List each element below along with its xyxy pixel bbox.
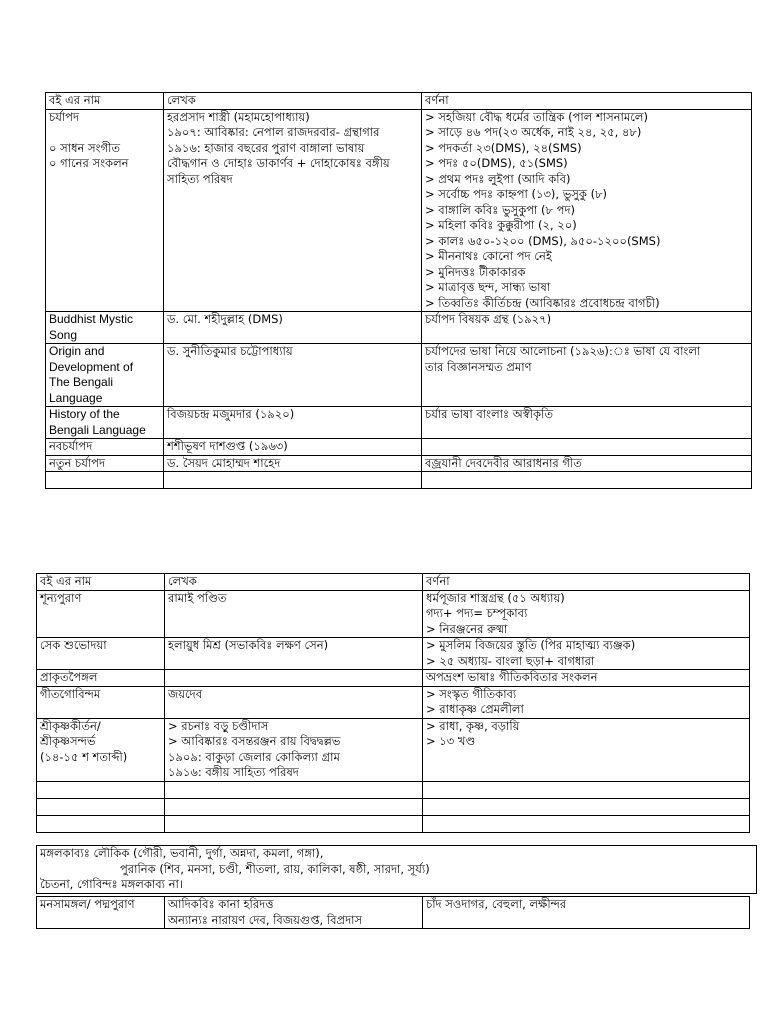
cell-line: শশীভূষণ দাশগুপ্ত (১৯৬৩)	[167, 439, 288, 453]
medieval-books-table	[36, 573, 750, 833]
cell-line	[426, 799, 746, 815]
cell-line: ধর্মপূজার শাস্ত্রগ্রন্থ (৫১ অধ্যায়)	[426, 590, 565, 605]
charyapad-table	[45, 92, 752, 489]
cell-line: > মাত্রাবৃত্ত ছন্দ, সান্ধ্য ভাষা	[425, 280, 551, 294]
t1-body	[46, 93, 752, 489]
cell-line	[49, 472, 160, 488]
cell-line: ০ সাধন সংগীত	[49, 140, 121, 155]
cell-line: চর্যার ভাষা বাংলাঃ অস্বীকৃতি	[425, 407, 553, 421]
cell-line	[426, 816, 746, 832]
table-cell	[46, 407, 164, 439]
cell-line: সেক শুভোদয়া	[40, 638, 107, 652]
cell-line	[168, 782, 419, 798]
table-cell	[165, 798, 423, 815]
cell-line: > মীননাথঃ কোনো পদ নেই	[425, 249, 552, 263]
table-cell	[422, 407, 752, 439]
cell-line	[425, 439, 748, 455]
cell-line: প্রাকৃতপৈঙ্গল	[40, 670, 98, 684]
cell-line: মনসামঙ্গল/ পদ্মপুরাণ	[40, 897, 135, 911]
table-cell	[37, 781, 165, 798]
cell-line: ১৯০৯: বাকুড়া জেলার কোকিল্যা গ্রাম	[168, 749, 340, 764]
cell-line: > পদকর্তা ২৩(DMS), ২৪(SMS)	[425, 140, 582, 155]
table-cell	[422, 455, 752, 472]
cell-line: > তিব্বতিঃ কীর্তিচন্দ্র (আবিষ্কারঃ প্রবোধচন্দ্র বাগচী)	[425, 295, 660, 310]
cell-line: > সংস্কৃত গীতিকাব্য	[426, 686, 517, 701]
cell-line: History of the	[49, 407, 120, 421]
cell-line: > মুনিদত্তঃ টীকাকারক	[425, 264, 526, 279]
table-cell	[165, 670, 423, 687]
cell-line: ১৯০৭: আবিষ্কার: নেপাল রাজদরবার- গ্রন্থাগার	[167, 125, 380, 139]
cell-line	[49, 125, 160, 141]
cell-line: বজ্রযানী দেবদেবীর আরাধনার গীত	[425, 455, 582, 470]
mangal-line-2: পুরানিক (শিব, মনসা, চণ্ডী, শীতলা, রায়, কালিকা, ষষ্ঠী, সারদা, সূর্য্য)	[120, 861, 430, 876]
column-header: বই এর নাম	[46, 93, 164, 110]
cell-line	[168, 816, 419, 832]
table-cell	[165, 897, 423, 929]
cell-line: > সহজিয়া বৌদ্ধ ধর্মের তান্ত্রিক (পাল শাসনামলে)	[425, 109, 648, 124]
mangal-cell	[37, 846, 757, 894]
table-cell	[37, 815, 165, 832]
table-row	[46, 407, 752, 439]
table-cell	[423, 590, 750, 638]
cell-line: চর্যাপদ	[49, 109, 80, 124]
cell-line: ড. সুনীতিকুমার চট্টোপাধ্যায়	[167, 344, 293, 358]
table-cell	[165, 590, 423, 638]
t2-body	[37, 574, 750, 833]
table-cell	[164, 439, 422, 456]
table-cell	[423, 638, 750, 670]
t4-body	[37, 897, 750, 929]
table-cell	[422, 344, 752, 407]
cell-line: বৌদ্ধগান ও দোহাঃ ডাকার্ণব + দোহাকোষঃ বঙ্গীয়	[167, 156, 390, 170]
cell-line: Bengali Language	[49, 422, 146, 437]
table-cell	[164, 344, 422, 407]
cell-line: নবচর্যাপদ	[49, 439, 93, 453]
table-row	[37, 718, 750, 781]
table-cell	[37, 638, 165, 670]
cell-line: > প্রথম পদঃ লুইপা (আদি কবি)	[425, 171, 571, 186]
table-cell	[165, 815, 423, 832]
cell-line: জয়দেব	[168, 686, 203, 701]
cell-line: > আবিষ্কারঃ বসন্তরঞ্জন রায় বিদ্বদ্বল্লভ	[168, 734, 341, 748]
table-cell	[423, 781, 750, 798]
table-row	[37, 638, 750, 670]
table-cell	[46, 109, 164, 312]
cell-line: অপভ্রংশ ভাষাঃ গীতিকবিতার সংকলন	[426, 670, 598, 684]
cell-line: তার বিজ্ঞানসম্মত প্রমাণ	[425, 359, 532, 374]
cell-line: Origin and	[49, 344, 105, 358]
table-cell	[164, 312, 422, 344]
cell-line: > মুসলিম বিজয়ের স্তুতি (পির মাহাত্ম্য ব্যঞ্জক)	[426, 638, 636, 652]
table-cell	[46, 439, 164, 456]
cell-line: ড. সৈয়দ মোহাম্মদ শাহেদ	[167, 455, 281, 470]
cell-line: (১৪-১৫ শ শতাব্দী)	[40, 749, 128, 764]
cell-line: সাহিত্য পরিষদ	[167, 171, 233, 186]
column-header: বই এর নাম	[37, 574, 165, 591]
table-cell	[37, 897, 165, 929]
cell-line: The Bengali	[49, 375, 114, 389]
cell-line	[40, 782, 161, 798]
table-cell	[422, 439, 752, 456]
cell-line: > ২৫ অধ্যায়- বাংলা ছড়া+ বাগধারা	[426, 653, 595, 668]
cell-line: > ১৩ খণ্ড	[426, 734, 476, 748]
table-cell	[423, 897, 750, 929]
table-cell	[165, 718, 423, 781]
cell-line: > নিরঞ্জনের রুষ্মা	[426, 621, 508, 636]
cell-line: শূন্যপুরাণ	[40, 590, 82, 605]
cell-line: > কালঃ ৬৫০-১২০০ (DMS), ৯৫০-১২০০(SMS)	[425, 233, 661, 248]
cell-line: Language	[49, 390, 103, 405]
table-row	[37, 670, 750, 687]
table-cell	[46, 312, 164, 344]
cell-line: ড. মো. শহীদুল্লাহ (DMS)	[167, 312, 283, 326]
cell-line: ১৯১৬: হাজার বছরের পুরাণ বাঙ্গালা ভাষায়	[167, 140, 365, 155]
table-row	[37, 590, 750, 638]
cell-line: ১৯১৬: বঙ্গীয় সাহিত্য পরিষদ	[168, 765, 299, 779]
table-cell	[46, 344, 164, 407]
table-cell	[423, 718, 750, 781]
cell-line: > বাঙ্গালি কবিঃ ভুসুকুপা (৮ পদ)	[425, 202, 575, 217]
table-row	[37, 897, 750, 929]
table-cell	[165, 781, 423, 798]
cell-line: চর্যাপদ বিষয়ক গ্রন্থ (১৯২৭)	[425, 312, 552, 326]
table-cell	[164, 109, 422, 312]
table-cell	[422, 109, 752, 312]
table-row	[37, 686, 750, 718]
cell-line: > মহিলা কবিঃ কুক্কুরীপা (২, ২০)	[425, 218, 577, 232]
cell-line: রামাই পণ্ডিত	[168, 590, 227, 605]
cell-line: চর্যাপদের ভাষা নিয়ে আলোচনা (১৯২৬):ঃ ভাষা যে বাংলা	[425, 344, 701, 358]
table-cell	[46, 455, 164, 472]
table-header-row	[46, 93, 752, 110]
table-row	[37, 781, 750, 798]
table-cell	[164, 455, 422, 472]
table-cell	[37, 670, 165, 687]
cell-line: ০ গানের সংকলন	[49, 156, 129, 170]
column-header: বর্ণনা	[422, 93, 752, 110]
table-cell	[423, 670, 750, 687]
table-cell	[37, 718, 165, 781]
cell-line	[40, 816, 161, 832]
manasamangal-table	[36, 896, 750, 929]
column-header: লেখক	[164, 93, 422, 110]
cell-line	[168, 670, 419, 686]
cell-line: আদিকবিঃ কানা হরিদত্ত	[168, 897, 274, 911]
table-row	[37, 815, 750, 832]
table-cell	[37, 590, 165, 638]
table-row	[46, 344, 752, 407]
cell-line: > রাধাকৃষ্ণ প্রেমলীলা	[426, 702, 524, 716]
cell-line: > সর্বোচ্চ পদঃ কাহ্নপা (১৩), ভুসুকু (৮)	[425, 187, 608, 201]
cell-line	[168, 799, 419, 815]
cell-line: শ্রীকৃষ্ণসন্দর্ভ	[40, 734, 96, 748]
table-cell	[422, 472, 752, 489]
cell-line	[425, 472, 748, 488]
cell-line: > রাধা, কৃষ্ণ, বড়ায়ি	[426, 718, 520, 733]
cell-line: Development of	[49, 359, 134, 374]
mangal-line-3: চৈতনা, গোবিন্দঃ মঙ্গলকাব্য না।	[40, 877, 183, 891]
mangal-line-1: মঙ্গলকাব্যঃ লৌকিক (গৌরী, ভবানী, দুর্গা, অন্নদা, কমলা, গঙ্গা),	[40, 846, 324, 860]
table-cell	[423, 815, 750, 832]
table-row	[46, 312, 752, 344]
cell-line	[167, 472, 418, 488]
column-header: বর্ণনা	[423, 574, 750, 591]
table-row	[46, 455, 752, 472]
cell-line: > রচনাঃ বড়ু চণ্ডীদাস	[168, 718, 269, 733]
column-header: লেখক	[165, 574, 423, 591]
table-cell	[422, 312, 752, 344]
table-row	[46, 439, 752, 456]
cell-line: হরপ্রসাদ শাস্ত্রী (মহামহোপাধ্যায়)	[167, 109, 310, 124]
cell-line: চাঁদ সওদাগর, বেহুলা, লক্ষীন্দর	[426, 897, 567, 911]
cell-line: গীতগোবিন্দম	[40, 686, 101, 701]
cell-line: নতুন চর্যাপদ	[49, 455, 106, 470]
table-cell	[423, 686, 750, 718]
cell-line: > সাড়ে ৪৬ পদ(২৩ অর্ধেক, নাই ২৪, ২৫, ৪৮)	[425, 125, 642, 139]
cell-line: বিজয়চন্দ্র মজুমদার (১৯২০)	[167, 407, 295, 421]
table-cell	[165, 638, 423, 670]
cell-line	[426, 782, 746, 798]
table-cell	[164, 407, 422, 439]
table-cell	[46, 472, 164, 489]
cell-line: শ্রীকৃষ্ণকীর্তন/	[40, 718, 101, 733]
cell-line: গদ্য+ পদ্য= চম্পূকাব্য	[426, 606, 528, 620]
cell-line: > পদঃ ৫০(DMS), ৫১(SMS)	[425, 156, 568, 170]
mangalkavya-note	[36, 845, 757, 894]
table-row	[46, 472, 752, 489]
cell-line: হলায়ুধ মিশ্র (সভাকবিঃ লক্ষণ সেন)	[168, 638, 329, 652]
cell-line: Song	[49, 327, 78, 342]
cell-line: Buddhist Mystic	[49, 312, 134, 326]
cell-line	[40, 799, 161, 815]
table-cell	[37, 686, 165, 718]
table-cell	[37, 798, 165, 815]
table-cell	[423, 798, 750, 815]
table-cell	[164, 472, 422, 489]
table-header-row	[37, 574, 750, 591]
table-cell	[165, 686, 423, 718]
table-row	[37, 798, 750, 815]
mangal-row	[37, 846, 757, 894]
cell-line: অন্যান্যঃ নারায়ণ দেব, বিজয়গুপ্ত, বিপ্রদাস	[168, 912, 363, 927]
table-row	[46, 109, 752, 312]
